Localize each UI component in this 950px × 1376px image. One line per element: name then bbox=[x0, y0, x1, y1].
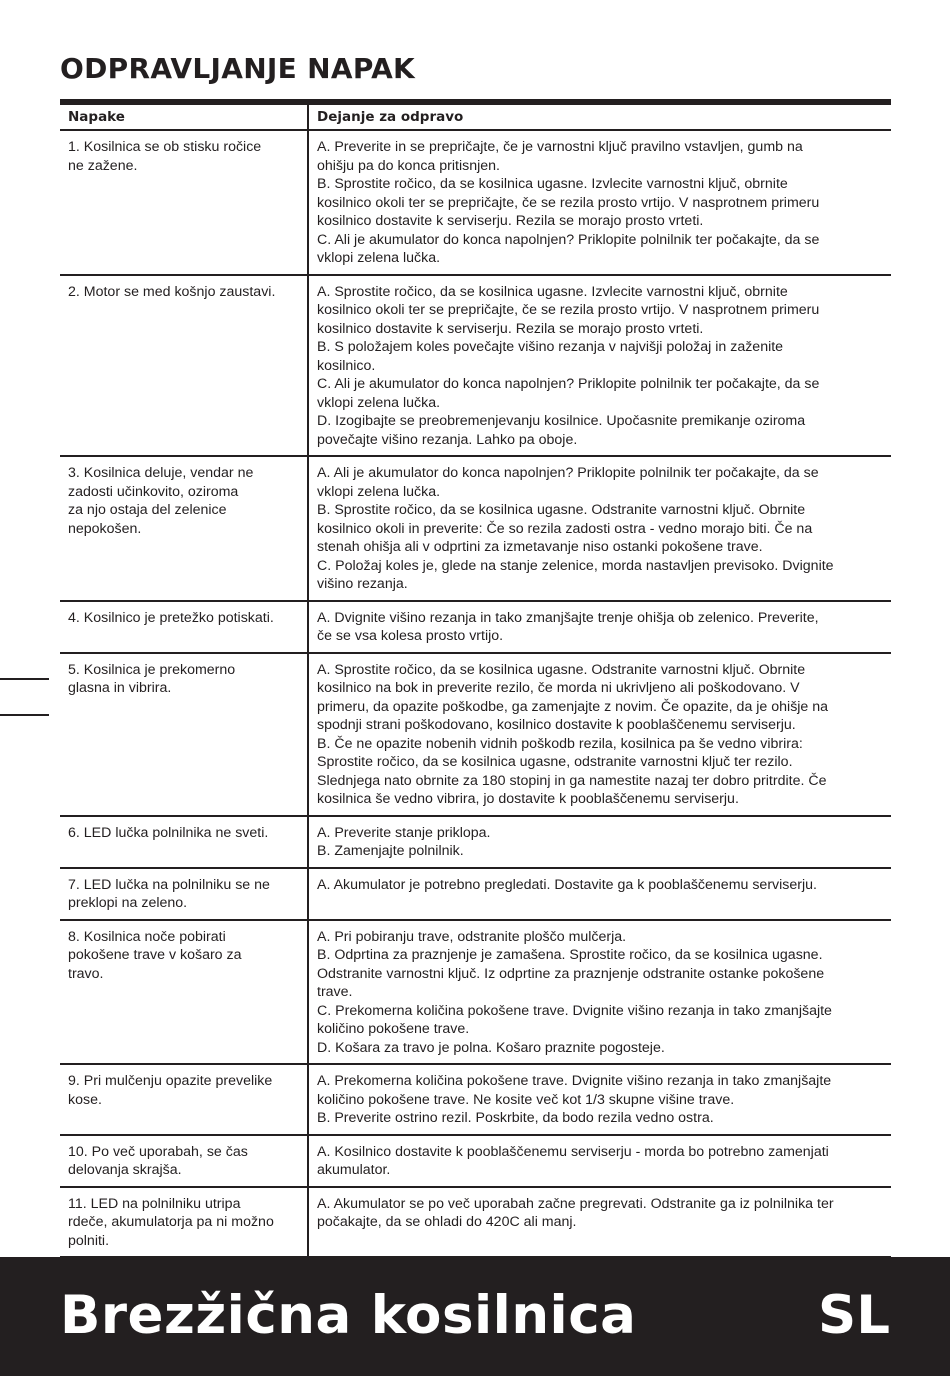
action-text-line: D. Izogibajte se preobremenjevanju kosilnice. Upočasnite premikanje oziroma bbox=[317, 413, 806, 429]
problem-cell bbox=[60, 1064, 308, 1135]
action-text-line: B. Če ne opazite nobenih vidnih poškodb rezila, kosilnica pa še vedno vibrira: bbox=[317, 735, 803, 752]
action-text-line: primeru, da opazite poškodbe, ga zamenjajte z novim. Če opazite, da je ohišje na bbox=[317, 698, 829, 715]
action-text-line: akumulator. bbox=[317, 1162, 391, 1178]
problem-text-line: 4. Kosilnico je pretežko potiskati. bbox=[68, 609, 274, 626]
action-cell bbox=[308, 130, 891, 275]
problem-text-line: 1. Kosilnica se ob stisku ročice bbox=[68, 139, 262, 155]
action-text-line: A. Ali je akumulator do konca napolnjen? Priklopite polnilnik ter počakajte, da se bbox=[317, 465, 819, 481]
problem-cell bbox=[60, 456, 308, 601]
action-cell bbox=[308, 653, 891, 816]
action-text-line: trave. bbox=[317, 984, 353, 1000]
problem-cell bbox=[60, 920, 308, 1065]
action-text-line: količino pokošene trave. bbox=[317, 1021, 470, 1037]
action-cell bbox=[308, 1187, 891, 1257]
action-cell bbox=[308, 1064, 891, 1135]
action-text-line: kosilnico okoli ter se prepričajte, če se rezila prosto vrtijo. V nasprotnem primeru bbox=[317, 302, 820, 318]
problem-cell bbox=[60, 275, 308, 457]
action-cell bbox=[308, 275, 891, 457]
action-text-line: Odstranite varnostni ključ. Iz odprtine za praznjenje odstranite ostanke pokošene bbox=[317, 965, 825, 982]
action-text-line: stenah ohišja ali v odprtini za izmetavanje niso ostanki pokošene trave. bbox=[317, 539, 763, 555]
action-text-line: kosilnico okoli in preverite: Če so rezila zadosti ostra - vedno morajo biti. Če na bbox=[317, 520, 813, 537]
problem-text-line: 11. LED na polnilniku utripa bbox=[68, 1195, 241, 1212]
action-text-line: A. Sprostite ročico, da se kosilnica ugasne. Odstranite varnostni ključ. Obrnite bbox=[317, 661, 806, 678]
problem-text-line: pokošene trave v košaro za bbox=[68, 947, 242, 963]
action-cell bbox=[308, 816, 891, 868]
problem-text-line: kose. bbox=[68, 1091, 102, 1108]
action-text-line: A. Kosilnico dostavite k pooblaščenemu serviserju - morda bo potrebno zamenjati bbox=[317, 1143, 829, 1160]
side-margin-rule bbox=[0, 678, 49, 680]
product-title: Brezžična kosilnica bbox=[60, 1285, 637, 1346]
problem-cell bbox=[60, 1187, 308, 1257]
action-text-line: B. Sprostite ročico, da se kosilnica ugasne. Odstranite varnostni ključ. Obrnite bbox=[317, 502, 806, 518]
problem-text-line: 6. LED lučka polnilnika ne sveti. bbox=[68, 824, 269, 841]
table-row bbox=[60, 868, 891, 920]
action-text-line: B. Zamenjajte polnilnik. bbox=[317, 843, 464, 859]
problem-cell bbox=[60, 868, 308, 920]
troubleshooting-table bbox=[60, 99, 891, 1262]
problem-text-line: 8. Kosilnica noče pobirati bbox=[68, 928, 226, 945]
action-text-line: če se vsa kolesa prosto vrtijo. bbox=[317, 628, 504, 644]
action-text-line: A. Sprostite ročico, da se kosilnica ugasne. Izvlecite varnostni ključ, obrnite bbox=[317, 283, 788, 300]
language-code: SL bbox=[818, 1285, 890, 1346]
problem-text-line: preklopi na zeleno. bbox=[68, 895, 188, 911]
action-text-line: kosilnico na bok in preverite rezilo, če morda ni ukrivljeno ali poškodovano. V bbox=[317, 680, 800, 696]
action-text-line: kosilnico okoli ter se prepričajte, če se rezila prosto vrtijo. V nasprotnem primeru bbox=[317, 194, 820, 211]
column-header-action: Dejanje za odpravo bbox=[308, 105, 891, 130]
action-text-line: C. Ali je akumulator do konca napolnjen? Priklopite polnilnik ter počakajte, da se bbox=[317, 231, 820, 248]
column-header-problem: Napake bbox=[60, 105, 308, 130]
problem-text-line: polniti. bbox=[68, 1232, 110, 1249]
problem-text-line: 3. Kosilnica deluje, vendar ne bbox=[68, 465, 254, 481]
problem-text-line: za njo ostaja del zelenice bbox=[68, 502, 227, 518]
problem-cell bbox=[60, 816, 308, 868]
action-text-line: A. Akumulator se po več uporabah začne pregrevati. Odstranite ga iz polnilnika ter bbox=[317, 1195, 834, 1212]
action-text-line: A. Pri pobiranju trave, odstranite ploščo mulčerja. bbox=[317, 928, 627, 945]
action-text-line: vklopi zelena lučka. bbox=[317, 483, 441, 500]
action-cell bbox=[308, 601, 891, 653]
action-text-line: vklopi zelena lučka. bbox=[317, 250, 441, 266]
problem-text-line: rdeče, akumulatorja pa ni možno bbox=[68, 1214, 274, 1230]
action-text-line: kosilnico dostavite k serviserju. Rezila se morajo prosto vrteti. bbox=[317, 320, 704, 337]
action-cell bbox=[308, 456, 891, 601]
problem-text-line: zadosti učinkovito, oziroma bbox=[68, 483, 239, 500]
footer-band bbox=[0, 1257, 950, 1376]
action-text-line: Slednjega nato obrnite za 180 stopinj in ga namestite nazaj ter dobro pritrdite. Če bbox=[317, 772, 827, 789]
action-text-line: A. Akumulator je potrebno pregledati. Dostavite ga k pooblaščenemu serviserju. bbox=[317, 876, 817, 893]
action-text-line: B. S položajem koles povečajte višino rezanja v najvišji položaj in zaženite bbox=[317, 339, 784, 355]
action-cell bbox=[308, 1135, 891, 1187]
page-title: ODPRAVLJANJE NAPAK bbox=[60, 52, 416, 85]
action-text-line: vklopi zelena lučka. bbox=[317, 394, 441, 411]
table-row bbox=[60, 1064, 891, 1135]
problem-text-line: 10. Po več uporabah, se čas bbox=[68, 1143, 248, 1160]
problem-text-line: nepokošen. bbox=[68, 520, 142, 537]
action-text-line: A. Dvignite višino rezanja in tako zmanjšajte trenje ohišja ob zelenico. Preverite, bbox=[317, 609, 819, 626]
table-header-row bbox=[60, 105, 891, 130]
action-text-line: kosilnico. bbox=[317, 357, 376, 374]
action-cell bbox=[308, 868, 891, 920]
table-row bbox=[60, 816, 891, 868]
problem-text-line: 9. Pri mulčenju opazite prevelike bbox=[68, 1073, 273, 1089]
problem-cell bbox=[60, 130, 308, 275]
action-text-line: D. Košara za travo je polna. Košaro praznite pogosteje. bbox=[317, 1039, 665, 1056]
action-text-line: C. Ali je akumulator do konca napolnjen? Priklopite polnilnik ter počakajte, da se bbox=[317, 376, 820, 392]
problem-text-line: travo. bbox=[68, 965, 104, 982]
problem-cell bbox=[60, 601, 308, 653]
problem-text-line: 2. Motor se med košnjo zaustavi. bbox=[68, 283, 276, 300]
action-text-line: počakajte, da se ohladi do 420C ali manj. bbox=[317, 1214, 577, 1230]
action-text-line: ohišju pa do konca pritisnjen. bbox=[317, 157, 500, 174]
problem-text-line: glasna in vibrira. bbox=[68, 680, 172, 696]
action-text-line: B. Preverite ostrino rezil. Poskrbite, da bodo rezila vedno ostra. bbox=[317, 1110, 714, 1126]
table-row bbox=[60, 601, 891, 653]
problem-cell bbox=[60, 653, 308, 816]
problem-text-line: delovanja skrajša. bbox=[68, 1162, 182, 1178]
table-row bbox=[60, 275, 891, 457]
action-text-line: Sprostite ročico, da se kosilnica ugasne, odstranite varnostni ključ ter rezilo. bbox=[317, 754, 793, 770]
problem-text-line: ne zažene. bbox=[68, 157, 138, 174]
problem-cell bbox=[60, 1135, 308, 1187]
action-text-line: A. Preverite in se prepričajte, če je varnostni ključ pravilno vstavljen, gumb na bbox=[317, 139, 803, 155]
action-text-line: kosilnico dostavite k serviserju. Rezila se morajo prosto vrteti. bbox=[317, 213, 704, 229]
action-text-line: A. Preverite stanje priklopa. bbox=[317, 824, 491, 841]
action-text-line: B. Odprtina za praznjenje je zamašena. Sprostite ročico, da se kosilnica ugasne. bbox=[317, 947, 823, 963]
action-text-line: povečajte višino rezanja. Lahko pa oboje. bbox=[317, 431, 578, 448]
table-row bbox=[60, 130, 891, 275]
action-text-line: A. Prekomerna količina pokošene trave. Dvignite višino rezanja in tako zmanjšajte bbox=[317, 1073, 832, 1089]
side-margin-rule bbox=[0, 714, 49, 716]
problem-text-line: 5. Kosilnica je prekomerno bbox=[68, 661, 236, 678]
problem-text-line: 7. LED lučka na polnilniku se ne bbox=[68, 876, 270, 893]
table-row bbox=[60, 653, 891, 816]
action-text-line: B. Sprostite ročico, da se kosilnica ugasne. Izvlecite varnostni ključ, obrnite bbox=[317, 176, 788, 192]
table-row bbox=[60, 1187, 891, 1257]
action-cell bbox=[308, 920, 891, 1065]
action-text-line: količino pokošene trave. Ne kosite več kot 1/3 skupne višine trave. bbox=[317, 1091, 735, 1108]
action-text-line: višino rezanja. bbox=[317, 576, 408, 592]
action-text-line: C. Položaj koles je, glede na stanje zelenice, morda nastavljen previsoko. Dvignite bbox=[317, 557, 834, 574]
table-row bbox=[60, 920, 891, 1065]
table-row bbox=[60, 456, 891, 601]
table-row bbox=[60, 1135, 891, 1187]
action-text-line: C. Prekomerna količina pokošene trave. Dvignite višino rezanja in tako zmanjšajte bbox=[317, 1002, 832, 1019]
action-text-line: kosilnica še vedno vibrira, jo dostavite k pooblaščenemu serviserju. bbox=[317, 791, 739, 807]
action-text-line: spodnji strani poškodovano, kosilnico dostavite k pooblaščenemu serviserju. bbox=[317, 717, 796, 733]
